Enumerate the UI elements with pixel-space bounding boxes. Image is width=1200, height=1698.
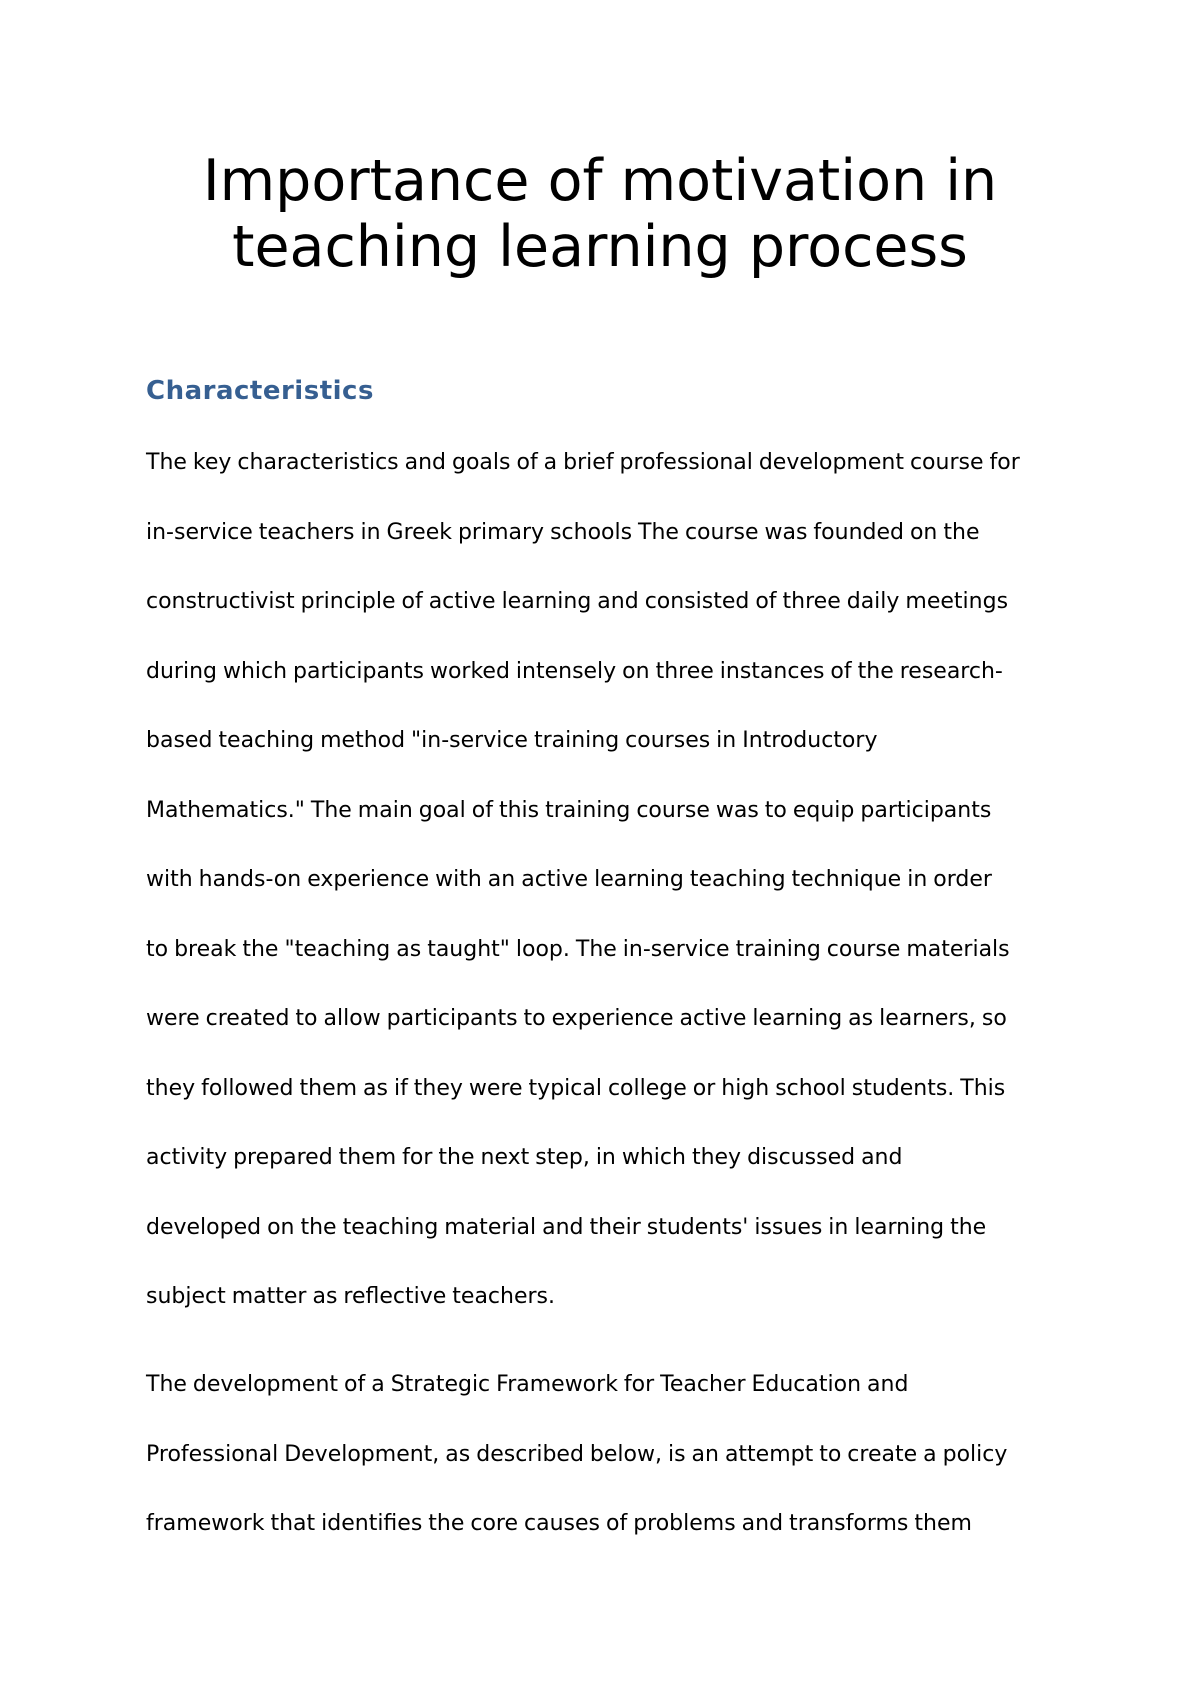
paragraph-line: in-service teachers in Greek primary schools The course was founded on the	[146, 519, 980, 545]
paragraph-line: during which participants worked intensely on three instances of the research-	[146, 658, 1003, 684]
section-heading: Characteristics	[146, 376, 374, 406]
title-line: teaching learning process	[232, 214, 968, 280]
paragraph-line: to break the "teaching as taught" loop. The in-service training course materials	[146, 936, 1010, 962]
paragraph-line: The key characteristics and goals of a brief professional development course for	[146, 450, 1020, 475]
paragraph-line: framework that identifies the core causes of problems and transforms them	[146, 1511, 972, 1536]
paragraph-line: Professional Development, as described below, is an attempt to create a policy	[146, 1441, 1008, 1467]
document-title	[0, 148, 1200, 280]
paragraph-line: were created to allow participants to experience active learning as learners, so	[146, 1006, 1007, 1031]
paragraph-line: they followed them as if they were typical college or high school students. This	[146, 1075, 1006, 1101]
paragraph-line: The development of a Strategic Framework for Teacher Education and	[146, 1372, 909, 1397]
title-line: Importance of motivation in	[202, 148, 998, 214]
paragraph-line: based teaching method "in-service training courses in Introductory	[146, 728, 878, 753]
paragraph-line: constructivist principle of active learning and consisted of three daily meetings	[146, 589, 1009, 614]
paragraph-line: subject matter as reflective teachers.	[146, 1284, 555, 1309]
body-paragraph	[146, 1350, 1096, 1559]
paragraph-line: developed on the teaching material and their students' issues in learning the	[146, 1214, 987, 1240]
paragraph-line: activity prepared them for the next step, in which they discussed and	[146, 1145, 903, 1170]
paragraph-line: Mathematics." The main goal of this training course was to equip participants	[146, 797, 992, 823]
body-paragraph	[146, 428, 1096, 1332]
paragraph-line: with hands-on experience with an active learning teaching technique in order	[146, 867, 992, 892]
